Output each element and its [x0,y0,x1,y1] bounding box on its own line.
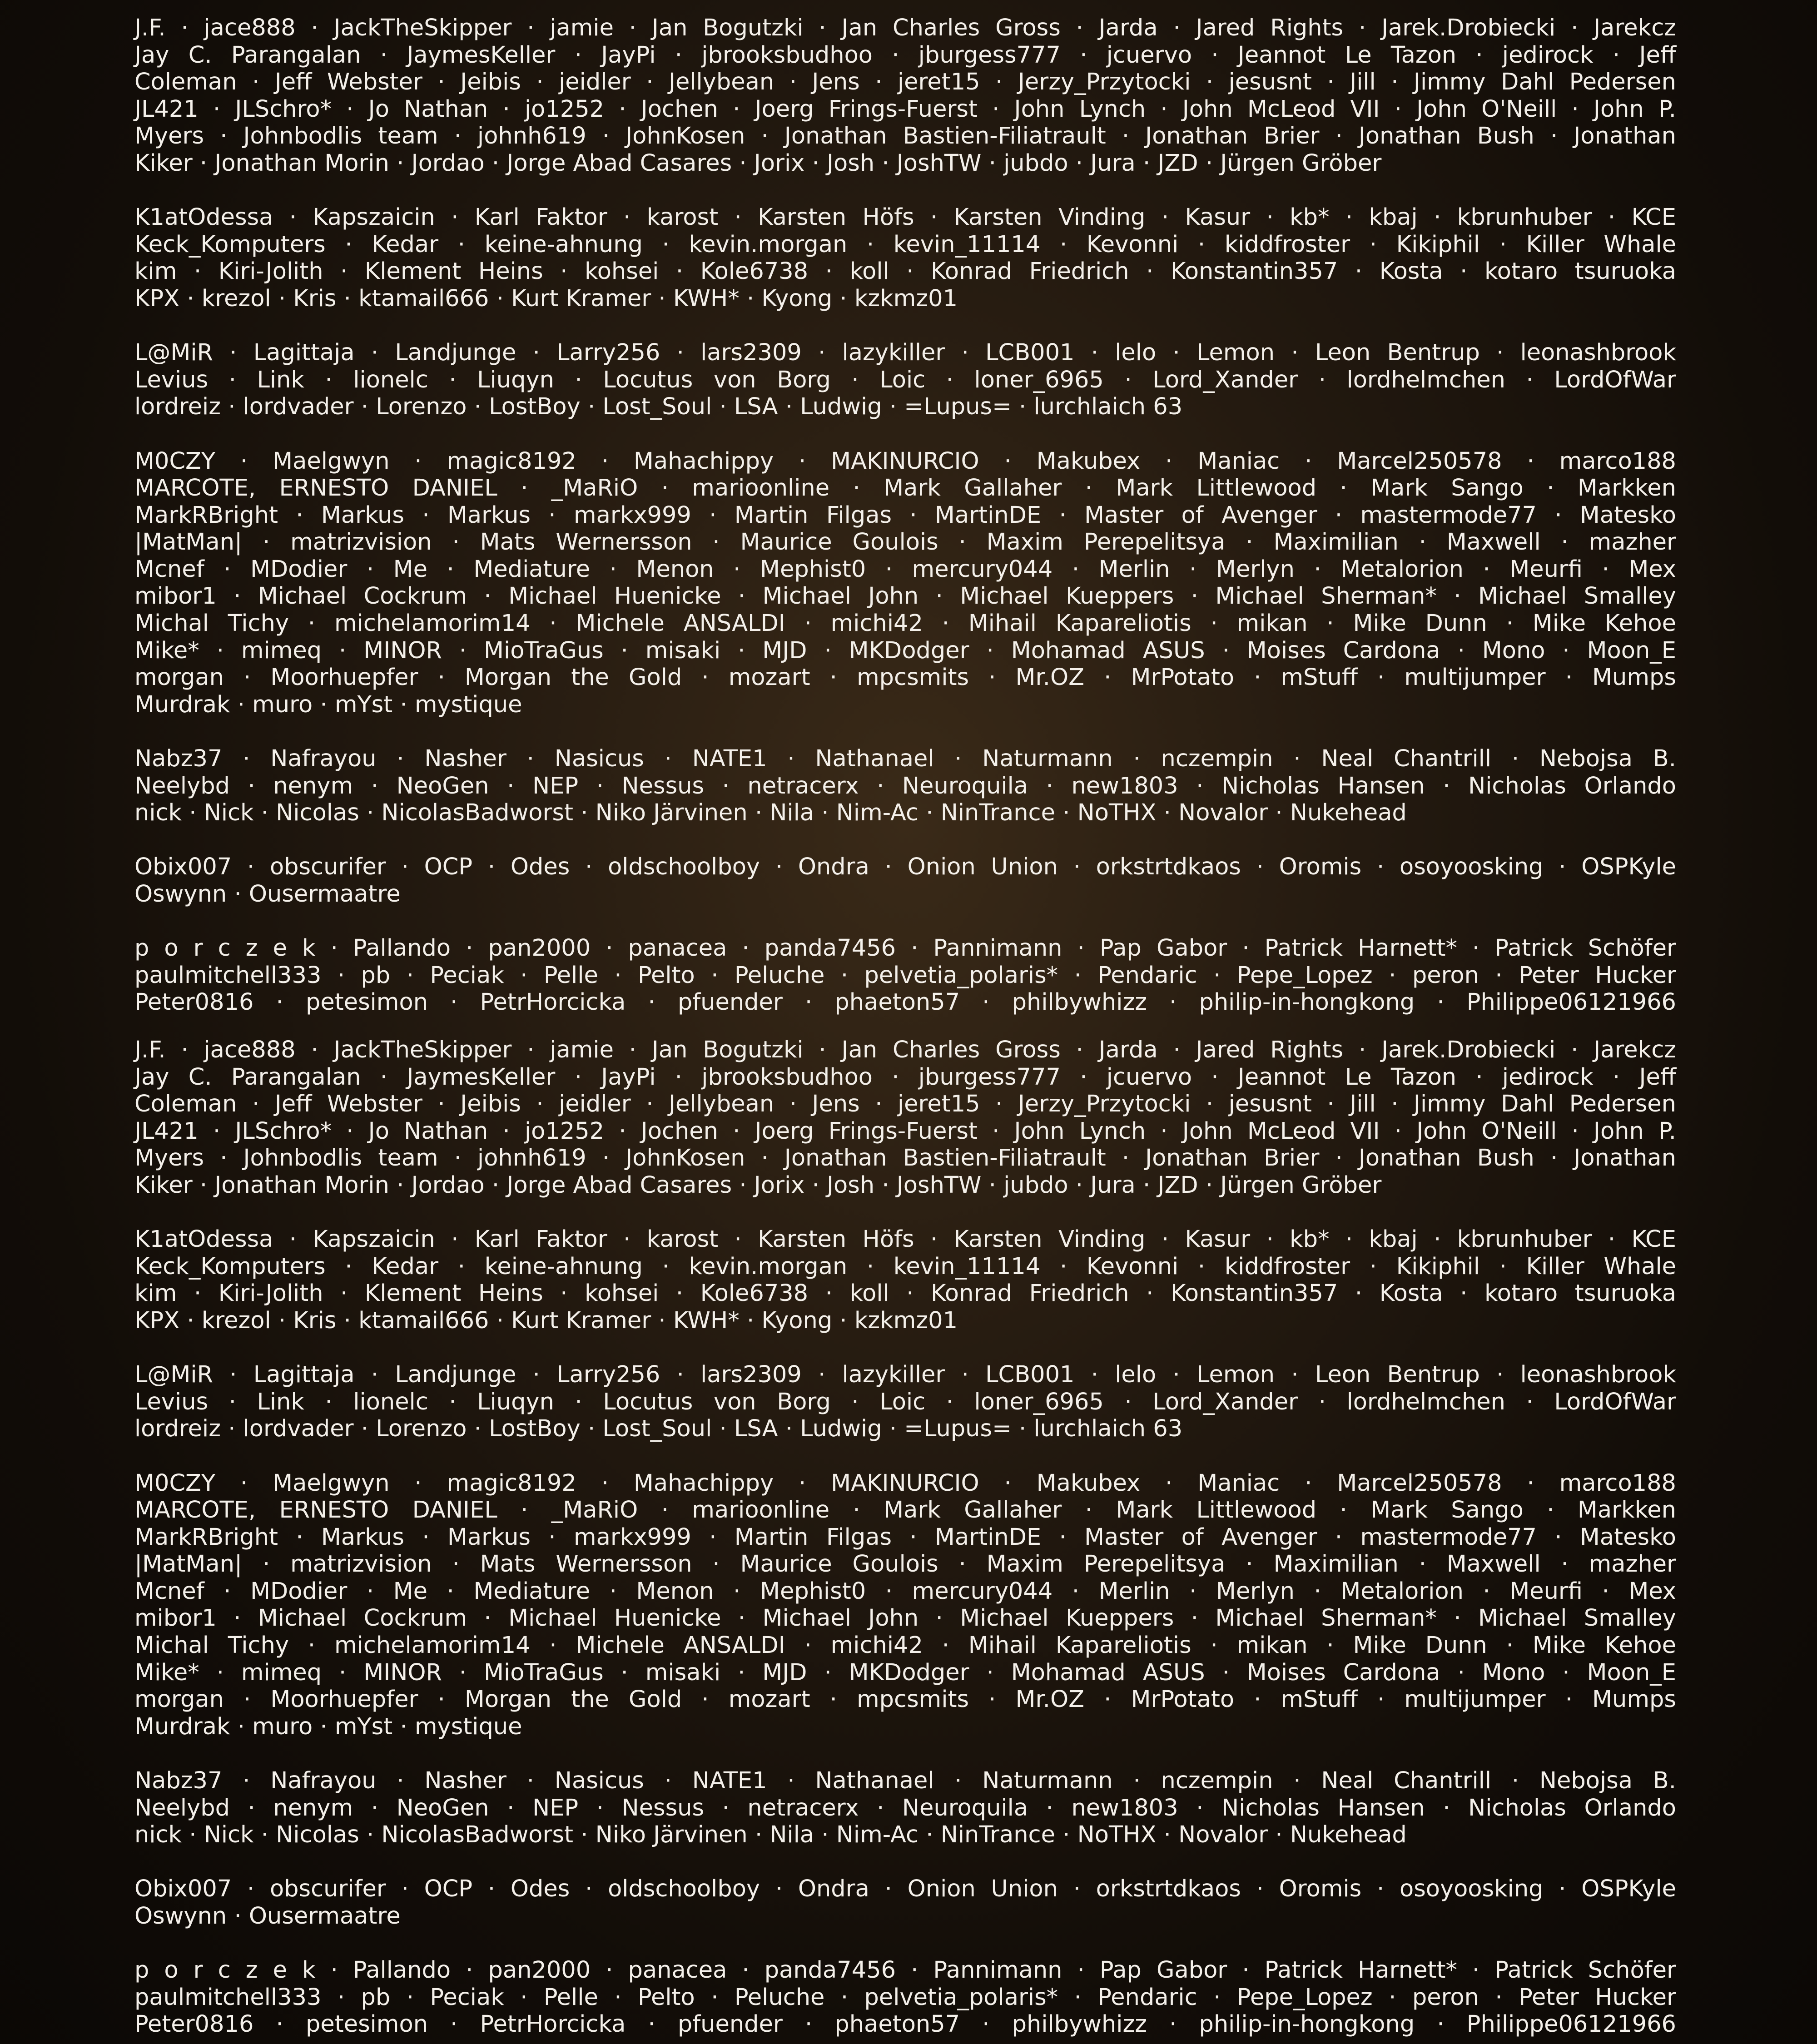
credits-line: |MatMan| · matrizvision · Mats Wernersson · Maurice Goulois · Maxim Perepelitsya · Maximilian · Maxwell · mazher [134,529,1676,556]
credits-section-n [134,1767,1676,1849]
credits-section-j [134,1037,1676,1199]
credits-line: Myers · Johnbodlis team · johnh619 · JohnKosen · Jonathan Bastien-Filiatrault · Jonathan Brier · Jonathan Bush · Jonathan [134,123,1676,150]
credits-line: Nabz37 · Nafrayou · Nasher · Nasicus · NATE1 · Nathanael · Naturmann · nczempin · Neal Chantrill · Nebojsa B. [134,745,1676,773]
credits-line: Mike* · mimeq · MINOR · MioTraGus · misaki · MJD · MKDodger · Mohamad ASUS · Moises Cardona · Mono · Moon_E [134,637,1676,664]
credits-section-p [134,1957,1676,2038]
credits-line: Myers · Johnbodlis team · johnh619 · JohnKosen · Jonathan Bastien-Filiatrault · Jonathan Brier · Jonathan Bush · Jonathan [134,1145,1676,1172]
credits-line: KPX · krezol · Kris · ktamail666 · Kurt Kramer · KWH* · Kyong · kzkmz01 [134,1307,958,1334]
credits-list [134,1037,1676,2044]
credits-line: Keck_Komputers · Kedar · keine-ahnung · kevin.morgan · kevin_11114 · Kevonni · kiddfroster · Kikiphil · Killer Whale [134,1253,1676,1280]
credits-section-k [134,204,1676,312]
credits-line: Mcnef · MDodier · Me · Mediature · Menon · Mephist0 · mercury044 · Merlin · Merlyn · Metalorion · Meurfi · Mex [134,1578,1676,1605]
credits-line: p o r c z e k · Pallando · pan2000 · panacea · panda7456 · Pannimann · Pap Gabor · Patrick Harnett* · Patrick Schöfer [134,1957,1676,1984]
credits-line: Nabz37 · Nafrayou · Nasher · Nasicus · NATE1 · Nathanael · Naturmann · nczempin · Neal Chantrill · Nebojsa B. [134,1767,1676,1795]
credits-line: paulmitchell333 · pb · Peciak · Pelle · Pelto · Peluche · pelvetia_polaris* · Pendaric · Pepe_Lopez · peron · Peter Hucker [134,1984,1676,2011]
credits-line: JL421 · JLSchro* · Jo Nathan · jo1252 · Jochen · Joerg Frings-Fuerst · John Lynch · John McLeod VII · John O'Neill · John P. [134,1117,1676,1145]
credits-line: KPX · krezol · Kris · ktamail666 · Kurt Kramer · KWH* · Kyong · kzkmz01 [134,285,958,312]
credits-line: nick · Nick · Nicolas · NicolasBadworst · Niko Järvinen · Nila · Nim-Ac · NinTrance · NoTHX · Novalor · Nukehead [134,799,1407,827]
credits-list [134,15,1676,1022]
credits-line: M0CZY · Maelgwyn · magic8192 · Mahachippy · MAKINURCIO · Makubex · Maniac · Marcel250578 · marco188 [134,1469,1676,1497]
credits-line: Levius · Link · lionelc · Liuqyn · Locutus von Borg · Loic · loner_6965 · Lord_Xander · lordhelmchen · LordOfWar [134,1388,1676,1415]
credits-line: kim · Kiri-Jolith · Klement Heins · kohsei · Kole6738 · koll · Konrad Friedrich · Konstantin357 · Kosta · kotaro tsuruoka [134,258,1676,285]
credits-line: |MatMan| · matrizvision · Mats Wernersson · Maurice Goulois · Maxim Perepelitsya · Maximilian · Maxwell · mazher [134,1551,1676,1578]
credits-section-m [134,1470,1676,1741]
credits-line: Coleman · Jeff Webster · Jeibis · jeidler · Jellybean · Jens · jeret15 · Jerzy_Przytocki · jesusnt · Jill · Jimmy Dahl Pedersen [134,1091,1676,1118]
credits-line: K1atOdessa · Kapszaicin · Karl Faktor · karost · Karsten Höfs · Karsten Vinding · Kasur · kb* · kbaj · kbrunhuber · KCE [134,204,1676,231]
credits-line: L@MiR · Lagittaja · Landjunge · Larry256 · lars2309 · lazykiller · LCB001 · lelo · Lemon · Leon Bentrup · leonashbrook [134,339,1676,367]
credits-line: Peter0816 · petesimon · PetrHorcicka · pfuender · phaeton57 · philbywhizz · philip-in-hongkong · Philippe06121966 [134,989,1676,1016]
credits-line: Jay C. Parangalan · JaymesKeller · JayPi · jbrooksbudhoo · jburgess777 · jcuervo · Jeannot Le Tazon · jedirock · Jeff [134,1063,1676,1091]
credits-line: Kiker · Jonathan Morin · Jordao · Jorge Abad Casares · Jorix · Josh · JoshTW · jubdo · Jura · JZD · Jürgen Gröber [134,1171,1382,1199]
credits-section-l [134,1361,1676,1443]
credits-line: lordreiz · lordvader · Lorenzo · LostBoy · Lost_Soul · LSA · Ludwig · =Lupus= · lurchlaich 63 [134,393,1183,421]
credits-line: MarkRBright · Markus · Markus · markx999 · Martin Filgas · MartinDE · Master of Avenger · mastermode77 · Matesko [134,1523,1676,1551]
credits-section-k [134,1226,1676,1334]
credits-section-n [134,745,1676,827]
credits-line: J.F. · jace888 · JackTheSkipper · jamie · Jan Bogutzki · Jan Charles Gross · Jarda · Jared Rights · Jarek.Drobiecki · Jarekcz [134,15,1676,41]
credits-line: J.F. · jace888 · JackTheSkipper · jamie · Jan Bogutzki · Jan Charles Gross · Jarda · Jared Rights · Jarek.Drobiecki · Jarekcz [134,1037,1676,1063]
credits-line: L@MiR · Lagittaja · Landjunge · Larry256 · lars2309 · lazykiller · LCB001 · lelo · Lemon · Leon Bentrup · leonashbrook [134,1361,1676,1389]
credits-section-o [134,853,1676,908]
credits-line: mibor1 · Michael Cockrum · Michael Huenicke · Michael John · Michael Kueppers · Michael Sherman* · Michael Smalley [134,583,1676,610]
credits-line: kim · Kiri-Jolith · Klement Heins · kohsei · Kole6738 · koll · Konrad Friedrich · Konstantin357 · Kosta · kotaro tsuruoka [134,1280,1676,1307]
credits-line: Peter0816 · petesimon · PetrHorcicka · pfuender · phaeton57 · philbywhizz · philip-in-hongkong · Philippe06121966 [134,2011,1676,2038]
credits-line: JL421 · JLSchro* · Jo Nathan · jo1252 · Jochen · Joerg Frings-Fuerst · John Lynch · John McLeod VII · John O'Neill · John P. [134,95,1676,123]
credits-line: MarkRBright · Markus · Markus · markx999 · Martin Filgas · MartinDE · Master of Avenger · mastermode77 · Matesko [134,501,1676,529]
credits-line: Neelybd · nenym · NeoGen · NEP · Nessus · netracerx · Neuroquila · new1803 · Nicholas Hansen · Nicholas Orlando [134,1794,1676,1821]
credits-line: Oswynn · Ousermaatre [134,881,401,908]
credits-line: Murdrak · muro · mYst · mystique [134,691,522,718]
credits-line: Oswynn · Ousermaatre [134,1903,401,1930]
credits-line: morgan · Moorhuepfer · Morgan the Gold · mozart · mpcsmits · Mr.OZ · MrPotato · mStuff · multijumper · Mumps [134,664,1676,691]
credits-line: Obix007 · obscurifer · OCP · Odes · oldschoolboy · Ondra · Onion Union · orkstrtdkaos · Oromis · osoyoosking · OSPKyle [134,853,1676,881]
credits-line: p o r c z e k · Pallando · pan2000 · panacea · panda7456 · Pannimann · Pap Gabor · Patrick Harnett* · Patrick Schöfer [134,935,1676,962]
credits-line: K1atOdessa · Kapszaicin · Karl Faktor · karost · Karsten Höfs · Karsten Vinding · Kasur · kb* · kbaj · kbrunhuber · KCE [134,1226,1676,1253]
credits-line: Mike* · mimeq · MINOR · MioTraGus · misaki · MJD · MKDodger · Mohamad ASUS · Moises Cardona · Mono · Moon_E [134,1659,1676,1686]
credits-section-p [134,935,1676,1016]
credits-line: lordreiz · lordvader · Lorenzo · LostBoy · Lost_Soul · LSA · Ludwig · =Lupus= · lurchlaich 63 [134,1415,1183,1443]
credits-line: Jay C. Parangalan · JaymesKeller · JayPi · jbrooksbudhoo · jburgess777 · jcuervo · Jeannot Le Tazon · jedirock · Jeff [134,41,1676,69]
credits-line: Keck_Komputers · Kedar · keine-ahnung · kevin.morgan · kevin_11114 · Kevonni · kiddfroster · Kikiphil · Killer Whale [134,231,1676,258]
credits-viewport-bottom[interactable] [0,1022,1817,2044]
credits-line: Michal Tichy · michelamorim14 · Michele ANSALDI · michi42 · Mihail Kapareliotis · mikan · Mike Dunn · Mike Kehoe [134,610,1676,637]
credits-line: Obix007 · obscurifer · OCP · Odes · oldschoolboy · Ondra · Onion Union · orkstrtdkaos · Oromis · osoyoosking · OSPKyle [134,1875,1676,1903]
credits-line: Coleman · Jeff Webster · Jeibis · jeidler · Jellybean · Jens · jeret15 · Jerzy_Przytocki · jesusnt · Jill · Jimmy Dahl Pedersen [134,69,1676,96]
credits-line: MARCOTE, ERNESTO DANIEL · _MaRiO · marioonline · Mark Gallaher · Mark Littlewood · Mark Sango · Markken [134,1497,1676,1524]
credits-line: Murdrak · muro · mYst · mystique [134,1713,522,1740]
credits-line: Neelybd · nenym · NeoGen · NEP · Nessus · netracerx · Neuroquila · new1803 · Nicholas Hansen · Nicholas Orlando [134,772,1676,799]
credits-line: Levius · Link · lionelc · Liuqyn · Locutus von Borg · Loic · loner_6965 · Lord_Xander · lordhelmchen · LordOfWar [134,366,1676,393]
credits-line: Michal Tichy · michelamorim14 · Michele ANSALDI · michi42 · Mihail Kapareliotis · mikan · Mike Dunn · Mike Kehoe [134,1632,1676,1659]
credits-line: M0CZY · Maelgwyn · magic8192 · Mahachippy · MAKINURCIO · Makubex · Maniac · Marcel250578 · marco188 [134,447,1676,475]
credits-line: Mcnef · MDodier · Me · Mediature · Menon · Mephist0 · mercury044 · Merlin · Merlyn · Metalorion · Meurfi · Mex [134,556,1676,583]
credits-line: mibor1 · Michael Cockrum · Michael Huenicke · Michael John · Michael Kueppers · Michael Sherman* · Michael Smalley [134,1605,1676,1632]
credits-line: paulmitchell333 · pb · Peciak · Pelle · Pelto · Peluche · pelvetia_polaris* · Pendaric · Pepe_Lopez · peron · Peter Hucker [134,962,1676,989]
credits-section-l [134,339,1676,421]
credits-section-m [134,448,1676,719]
credits-section-o [134,1875,1676,1930]
credits-line: nick · Nick · Nicolas · NicolasBadworst · Niko Järvinen · Nila · Nim-Ac · NinTrance · NoTHX · Novalor · Nukehead [134,1821,1407,1849]
credits-section-j [134,15,1676,177]
credits-line: morgan · Moorhuepfer · Morgan the Gold · mozart · mpcsmits · Mr.OZ · MrPotato · mStuff · multijumper · Mumps [134,1686,1676,1713]
credits-line: Kiker · Jonathan Morin · Jordao · Jorge Abad Casares · Jorix · Josh · JoshTW · jubdo · Jura · JZD · Jürgen Gröber [134,149,1382,177]
credits-line: MARCOTE, ERNESTO DANIEL · _MaRiO · marioonline · Mark Gallaher · Mark Littlewood · Mark Sango · Markken [134,475,1676,502]
